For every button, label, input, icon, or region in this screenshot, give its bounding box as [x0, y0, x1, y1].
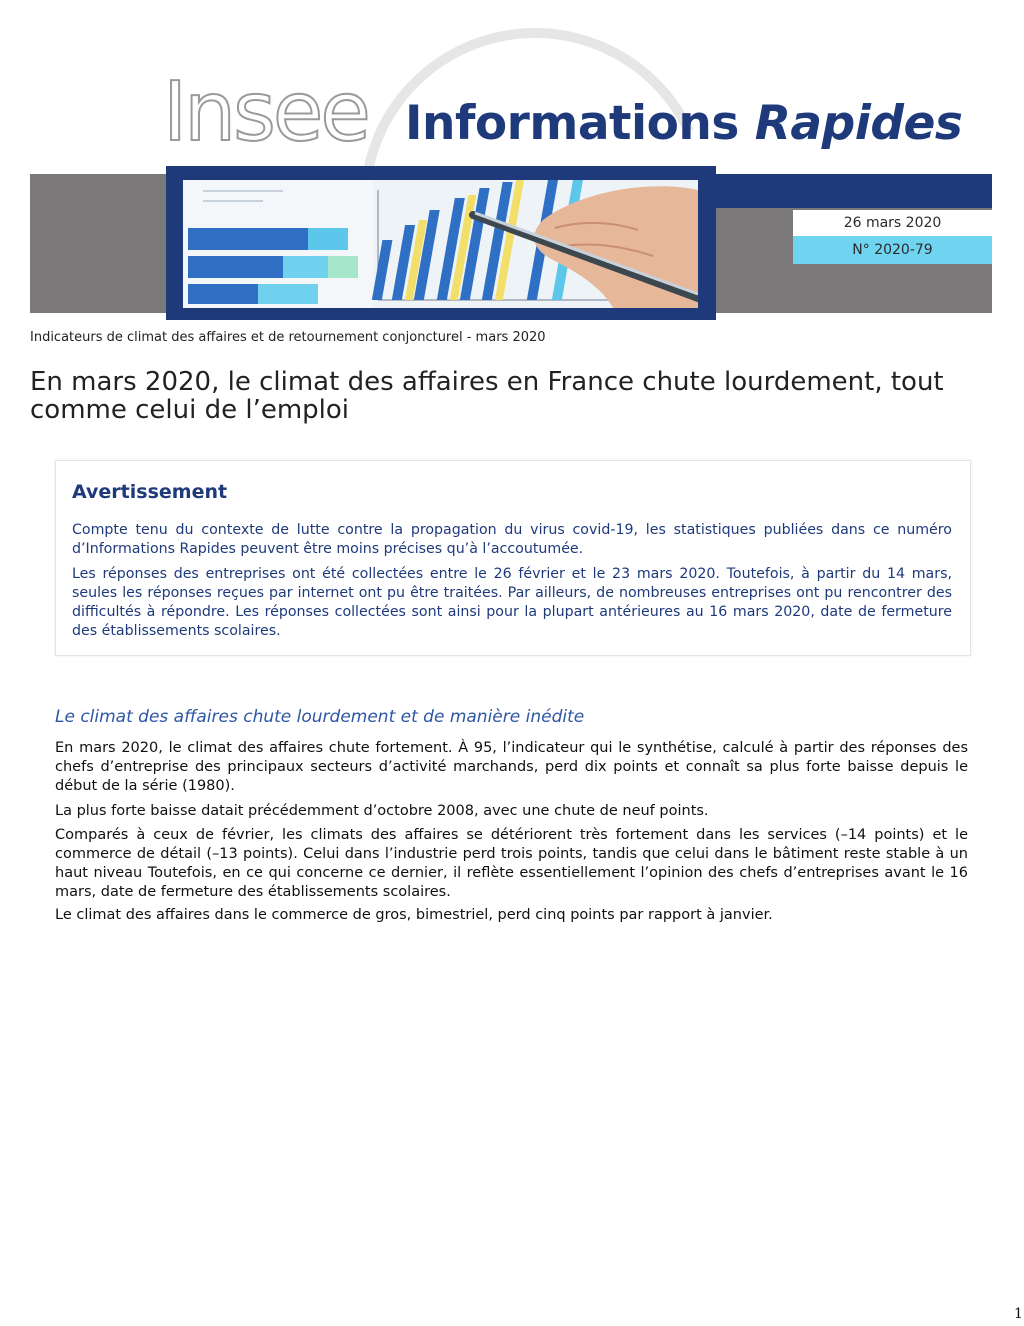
- publication-title-word1: Informations: [405, 96, 739, 151]
- warning-title: Avertissement: [72, 481, 228, 503]
- publication-date: 26 mars 2020: [793, 210, 992, 236]
- body-paragraph: La plus forte baisse datait précédemment d’octobre 2008, avec une chute de neuf points.: [55, 803, 709, 819]
- section-title: Le climat des affaires chute lourdement et de manière inédite: [55, 707, 585, 727]
- issue-number-badge: N° 2020-79: [793, 236, 992, 264]
- page-title: En mars 2020, le climat des affaires en France chute lourdement, tout comme celui de l’emploi: [30, 367, 944, 425]
- body-paragraph: Comparés à ceux de février, les climats des affaires se détériorent très fortement dans les services (–14 points) et le commerce de détail (–13 points). Celui dans l’industrie perd trois points, tandis que celui dans le bâtiment reste stable à un haut niveau Toutefois, en ce qui concerne ce dernier, il reflète essentiellement l’opinion des chefs d’entreprises avant le 16 mars, date de fermeture des établissements scolaires.: [55, 827, 968, 900]
- body-paragraph: Le climat des affaires dans le commerce de gros, bimestriel, perd cinq points par rapport à janvier.: [55, 907, 773, 923]
- publication-title: [405, 96, 963, 151]
- warning-box: [55, 460, 971, 656]
- header-blue-band: [715, 174, 992, 208]
- warning-paragraph: Les réponses des entreprises ont été collectées entre le 26 février et le 23 mars 2020. Toutefois, à partir du 14 mars, seules les réponses reçues par internet ont pu être traitées. Par ailleurs, de nombreuses entreprises ont pu rencontrer des difficultés à répondre. Les réponses collectées sont ainsi pour la plupart antérieures au 16 mars 2020, date de fermeture des établissements scolaires.: [72, 566, 952, 639]
- body-paragraph: En mars 2020, le climat des affaires chute fortement. À 95, l’indicateur qui le synthétise, calculé à partir des réponses des chefs d’entreprise des principaux secteurs d’activité marchands, perd dix points et connaît sa plus forte baisse depuis le début de la série (1980).: [55, 740, 968, 794]
- warning-paragraph: Compte tenu du contexte de lutte contre la propagation du virus covid-19, les statistiques publiées dans ce numéro d’Informations Rapides peuvent être moins précises qu’à l’accoutumée.: [72, 522, 952, 557]
- publication-subtitle: Indicateurs de climat des affaires et de retournement conjoncturel - mars 2020: [30, 330, 546, 345]
- insee-logo: Insee: [163, 65, 368, 160]
- header-photo-illustration-icon: [183, 180, 698, 308]
- page-number: 1: [1014, 1306, 1023, 1322]
- publication-title-word2: Rapides: [754, 96, 963, 151]
